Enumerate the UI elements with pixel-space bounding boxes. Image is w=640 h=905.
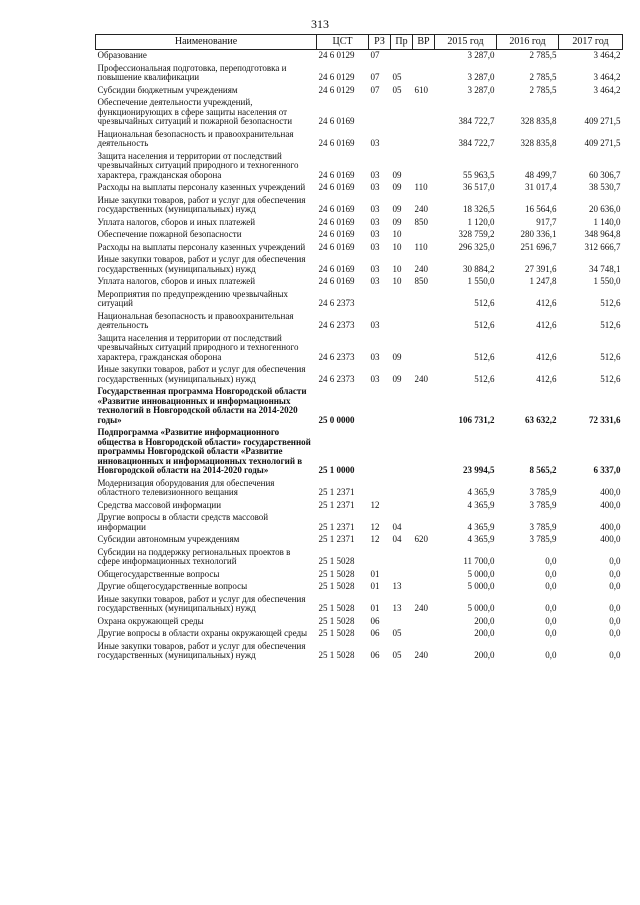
page-number: 313 xyxy=(311,17,329,31)
cell-rz: 03 xyxy=(370,351,380,362)
table-row xyxy=(96,628,623,641)
cell-2016: 8 565,2 xyxy=(529,465,557,475)
cell-pr: 09 xyxy=(392,169,402,180)
cell-vr: 850 xyxy=(414,216,428,227)
cell-2017: 3 464,2 xyxy=(593,50,621,60)
cell-name: Субсидии на поддержку региональных проектов в сфере информационных технологий xyxy=(97,546,291,566)
cell-2016: 3 785,9 xyxy=(529,487,557,497)
cell-cst: 24 6 0169 xyxy=(318,182,355,192)
cell-cst: 24 6 0129 xyxy=(318,50,355,60)
cell-vr xyxy=(413,63,435,85)
cell-2016: 0,0 xyxy=(545,568,557,579)
cell-cst: 25 1 5028 xyxy=(318,628,355,638)
cell-name: Иные закупки товаров, работ и услуг для обеспечения государственных (муниципальных) нужд xyxy=(97,593,306,613)
table-row xyxy=(96,229,623,242)
cell-name: Образование xyxy=(97,50,147,60)
cell-2015: 200,0 xyxy=(474,628,495,638)
header-2016: 2016 год xyxy=(497,35,559,50)
header-rz: РЗ xyxy=(369,35,391,50)
cell-2017: 0,0 xyxy=(609,615,621,626)
cell-2017: 512,6 xyxy=(600,320,621,330)
table-row xyxy=(96,151,623,183)
header-2017: 2017 год xyxy=(559,35,623,50)
cell-2017: 400,0 xyxy=(600,487,621,497)
cell-rz: 01 xyxy=(370,581,380,591)
cell-pr: 05 xyxy=(392,650,402,660)
cell-pr xyxy=(391,616,413,629)
cell-cst: 24 6 0169 xyxy=(318,276,355,286)
cell-name: Обеспечение деятельности учреждений, функционирующих в сфере защиты населения от чрезвычайных ситуаций и пожарной безопасности xyxy=(97,97,293,126)
cell-2016: 0,0 xyxy=(545,628,557,638)
cell-cst: 25 1 5028 xyxy=(318,581,355,591)
cell-2017: 20 636,0 xyxy=(589,204,621,214)
cell-name: Защита населения и территории от последствий чрезвычайных ситуаций природного и техногенного характера, гражданская оборона xyxy=(97,332,299,362)
table-row xyxy=(96,97,623,129)
cell-pr: 10 xyxy=(392,276,402,286)
cell-rz xyxy=(369,97,391,129)
table-row xyxy=(96,616,623,629)
cell-2015: 296 325,0 xyxy=(458,241,495,252)
table-row xyxy=(96,129,623,151)
cell-name: Национальная безопасность и правоохранительная деятельность xyxy=(97,128,294,148)
cell-2016: 328 835,8 xyxy=(520,116,557,126)
cell-name: Обеспечение пожарной безопасности xyxy=(97,229,242,239)
cell-name: Иные закупки товаров, работ и услуг для обеспечения государственных (муниципальных) нужд xyxy=(97,194,306,214)
cell-rz: 03 xyxy=(370,216,380,227)
cell-rz: 07 xyxy=(370,50,380,60)
cell-pr: 10 xyxy=(392,241,402,252)
cell-2015: 200,0 xyxy=(474,615,495,626)
cell-name: Профессиональная подготовка, переподготовка и повышение квалификации xyxy=(97,62,287,82)
cell-2016: 2 785,5 xyxy=(529,84,557,95)
cell-2016: 3 785,9 xyxy=(529,499,557,510)
cell-cst: 25 1 5028 xyxy=(318,568,355,579)
table-row xyxy=(96,182,623,195)
cell-pr xyxy=(391,311,413,333)
cell-2017: 409 271,5 xyxy=(584,116,621,126)
cell-name: Уплата налогов, сборов и иных платежей xyxy=(97,216,256,227)
cell-2015: 3 287,0 xyxy=(467,50,495,60)
cell-rz: 07 xyxy=(370,72,380,82)
cell-2017: 72 331,6 xyxy=(589,414,621,425)
cell-vr: 110 xyxy=(414,182,428,192)
cell-vr xyxy=(413,569,435,582)
cell-rz xyxy=(369,547,391,569)
cell-2016: 412,6 xyxy=(536,373,557,384)
cell-rz: 03 xyxy=(370,373,380,384)
table-row xyxy=(96,242,623,255)
cell-2015: 512,6 xyxy=(474,320,495,330)
cell-rz xyxy=(369,386,391,427)
cell-rz: 03 xyxy=(370,263,380,274)
cell-cst: 25 1 5028 xyxy=(318,603,355,613)
cell-cst: 24 6 0169 xyxy=(318,229,355,239)
cell-name: Охрана окружающей среды xyxy=(97,615,204,626)
table-row xyxy=(96,217,623,230)
cell-2017: 512,6 xyxy=(600,351,621,362)
header-name: Наименование xyxy=(96,35,317,50)
cell-pr: 04 xyxy=(392,521,402,532)
cell-pr: 09 xyxy=(392,216,402,227)
cell-pr xyxy=(391,569,413,582)
cell-name: Уплата налогов, сборов и иных платежей xyxy=(97,276,256,286)
table-body xyxy=(96,50,623,663)
cell-2016: 16 564,6 xyxy=(525,204,557,214)
cell-name: Субсидии автономным учреждениям xyxy=(97,534,240,544)
cell-vr xyxy=(413,97,435,129)
cell-2016: 412,6 xyxy=(536,351,557,362)
cell-vr: 240 xyxy=(414,204,428,214)
cell-rz: 03 xyxy=(370,241,380,252)
cell-name: Национальная безопасность и правоохранительная деятельность xyxy=(97,310,294,330)
cell-pr: 13 xyxy=(392,603,402,613)
cell-name: Субсидии бюджетным учреждениям xyxy=(97,84,238,95)
cell-2015: 512,6 xyxy=(474,373,495,384)
cell-2015: 3 287,0 xyxy=(467,84,495,95)
cell-vr xyxy=(413,547,435,569)
cell-cst: 24 6 0169 xyxy=(318,169,355,180)
cell-2015: 5 000,0 xyxy=(467,603,495,613)
cell-rz: 01 xyxy=(370,568,380,579)
cell-2016: 328 835,8 xyxy=(520,138,557,148)
cell-cst: 24 6 2373 xyxy=(318,373,355,384)
cell-2017: 400,0 xyxy=(600,499,621,510)
table-row xyxy=(96,581,623,594)
cell-vr: 610 xyxy=(414,84,428,95)
cell-2017: 38 530,7 xyxy=(589,182,621,192)
table-row xyxy=(96,195,623,217)
cell-2015: 5 000,0 xyxy=(467,568,495,579)
cell-2017: 312 666,7 xyxy=(584,241,621,252)
cell-vr xyxy=(413,478,435,500)
cell-2017: 3 464,2 xyxy=(593,72,621,82)
cell-2017: 3 464,2 xyxy=(593,84,621,95)
cell-name: Другие общегосударственные вопросы xyxy=(97,581,248,591)
cell-2017: 512,6 xyxy=(600,373,621,384)
table-row xyxy=(96,594,623,616)
cell-vr: 240 xyxy=(414,603,428,613)
cell-pr: 09 xyxy=(392,373,402,384)
cell-pr xyxy=(391,386,413,427)
cell-2017: 60 306,7 xyxy=(589,169,621,180)
cell-pr: 04 xyxy=(392,534,402,544)
header-vr: ВР xyxy=(413,35,435,50)
cell-2015: 328 759,2 xyxy=(458,229,495,239)
cell-2015: 11 700,0 xyxy=(463,556,495,566)
cell-cst: 24 6 0169 xyxy=(318,138,355,148)
cell-2017: 400,0 xyxy=(600,534,621,544)
cell-2015: 4 365,9 xyxy=(467,534,495,544)
table-row xyxy=(96,547,623,569)
header-2015: 2015 год xyxy=(435,35,497,50)
cell-vr: 110 xyxy=(414,241,428,252)
cell-vr xyxy=(413,427,435,478)
cell-2015: 106 731,2 xyxy=(458,414,495,425)
cell-2015: 5 000,0 xyxy=(467,581,495,591)
cell-name: Модернизация оборудования для обеспечения областного телевизионного вещания xyxy=(97,477,275,497)
cell-2015: 384 722,7 xyxy=(458,116,495,126)
cell-2016: 412,6 xyxy=(536,320,557,330)
cell-2017: 0,0 xyxy=(609,556,621,566)
cell-cst: 24 6 0169 xyxy=(318,263,355,274)
cell-pr: 05 xyxy=(392,628,402,638)
cell-name: Подпрограмма «Развитие информационного общества в Новгородской области» государственной программы Новгородской области «Развитие инновационных и информационных технологий в Новгородской области на 2014-2020 годы» xyxy=(97,427,311,475)
cell-2016: 251 696,7 xyxy=(520,241,557,252)
cell-vr xyxy=(413,129,435,151)
cell-name: Иные закупки товаров, работ и услуг для обеспечения государственных (муниципальных) нужд xyxy=(97,364,306,384)
cell-2015: 30 884,2 xyxy=(463,263,495,274)
cell-name: Средства массовой информации xyxy=(97,499,222,510)
cell-pr xyxy=(391,97,413,129)
cell-rz: 03 xyxy=(370,204,380,214)
table-row xyxy=(96,276,623,289)
cell-cst: 25 0 0000 xyxy=(318,414,355,425)
cell-vr xyxy=(413,581,435,594)
table-row xyxy=(96,85,623,98)
cell-vr xyxy=(413,151,435,183)
cell-rz: 06 xyxy=(370,615,380,626)
cell-rz: 12 xyxy=(370,499,380,510)
cell-name: Другие вопросы в области охраны окружающей среды xyxy=(97,628,308,638)
cell-2017: 348 964,8 xyxy=(584,229,621,239)
cell-name: Расходы на выплаты персоналу казенных учреждений xyxy=(97,241,306,252)
cell-name: Расходы на выплаты персоналу казенных учреждений xyxy=(97,182,306,192)
cell-2017: 1 140,0 xyxy=(593,216,621,227)
cell-pr: 09 xyxy=(392,182,402,192)
cell-2016: 48 499,7 xyxy=(525,169,557,180)
cell-rz: 07 xyxy=(370,84,380,95)
cell-vr xyxy=(413,311,435,333)
budget-table xyxy=(95,34,623,663)
cell-pr: 10 xyxy=(392,263,402,274)
cell-cst: 25 1 2371 xyxy=(318,487,355,497)
cell-rz: 03 xyxy=(370,182,380,192)
cell-name: Иные закупки товаров, работ и услуг для обеспечения государственных (муниципальных) нужд xyxy=(97,254,306,274)
cell-vr xyxy=(413,333,435,365)
cell-vr xyxy=(413,500,435,513)
cell-cst: 24 6 0169 xyxy=(318,216,355,227)
cell-2015: 36 517,0 xyxy=(463,182,495,192)
cell-pr xyxy=(391,500,413,513)
table-header-row xyxy=(96,35,623,50)
cell-2016: 31 017,4 xyxy=(525,182,557,192)
cell-cst: 24 6 2373 xyxy=(318,298,355,308)
cell-2015: 4 365,9 xyxy=(467,521,495,532)
table-row xyxy=(96,500,623,513)
table-row xyxy=(96,254,623,276)
cell-2016: 27 391,6 xyxy=(525,263,557,274)
table-row xyxy=(96,50,623,63)
cell-2016: 63 632,2 xyxy=(525,414,557,425)
cell-2017: 0,0 xyxy=(609,603,621,613)
cell-2017: 512,6 xyxy=(600,298,621,308)
cell-2015: 4 365,9 xyxy=(467,487,495,497)
cell-cst: 24 6 2373 xyxy=(318,320,355,330)
cell-vr xyxy=(413,628,435,641)
cell-cst: 25 1 2371 xyxy=(318,534,355,544)
cell-cst: 25 1 5028 xyxy=(318,615,355,626)
table-row xyxy=(96,569,623,582)
cell-vr xyxy=(413,512,435,534)
cell-cst: 24 6 0169 xyxy=(318,241,355,252)
cell-2015: 384 722,7 xyxy=(458,138,495,148)
cell-name: Другие вопросы в области средств массовой информации xyxy=(97,512,269,532)
cell-pr xyxy=(391,129,413,151)
cell-cst: 24 6 2373 xyxy=(318,351,355,362)
cell-2016: 0,0 xyxy=(545,556,557,566)
cell-pr: 10 xyxy=(392,229,402,239)
cell-vr: 240 xyxy=(414,263,428,274)
cell-2016: 0,0 xyxy=(545,581,557,591)
cell-vr: 240 xyxy=(414,650,428,660)
table-row xyxy=(96,289,623,311)
table-row xyxy=(96,512,623,534)
cell-cst: 24 6 0129 xyxy=(318,72,355,82)
cell-pr xyxy=(391,427,413,478)
cell-rz xyxy=(369,427,391,478)
cell-2015: 512,6 xyxy=(474,351,495,362)
table-row xyxy=(96,427,623,478)
cell-rz: 03 xyxy=(370,276,380,286)
cell-vr xyxy=(413,289,435,311)
table-row xyxy=(96,364,623,386)
cell-2016: 917,7 xyxy=(536,216,557,227)
table-row xyxy=(96,534,623,547)
cell-vr xyxy=(413,616,435,629)
table-row xyxy=(96,641,623,663)
cell-2015: 512,6 xyxy=(474,298,495,308)
cell-rz xyxy=(369,478,391,500)
cell-cst: 24 6 0169 xyxy=(318,116,355,126)
cell-2017: 0,0 xyxy=(609,650,621,660)
cell-pr: 09 xyxy=(392,204,402,214)
cell-rz: 01 xyxy=(370,603,380,613)
cell-name: Защита населения и территории от последствий чрезвычайных ситуаций природного и техногенного характера, гражданская оборона xyxy=(97,150,299,180)
cell-pr xyxy=(391,289,413,311)
cell-2017: 0,0 xyxy=(609,628,621,638)
cell-2015: 1 550,0 xyxy=(467,276,495,286)
cell-pr: 05 xyxy=(392,72,402,82)
cell-2017: 409 271,5 xyxy=(584,138,621,148)
table-row xyxy=(96,63,623,85)
cell-cst: 25 1 0000 xyxy=(318,465,355,475)
cell-cst: 25 1 2371 xyxy=(318,499,355,510)
cell-2015: 200,0 xyxy=(474,650,495,660)
cell-2015: 18 326,5 xyxy=(463,204,495,214)
cell-pr xyxy=(391,547,413,569)
cell-cst: 24 6 0169 xyxy=(318,204,355,214)
cell-name: Мероприятия по предупреждению чрезвычайных ситуаций xyxy=(97,288,289,308)
cell-vr xyxy=(413,229,435,242)
header-cst: ЦСТ xyxy=(317,35,369,50)
cell-rz: 12 xyxy=(370,521,380,532)
cell-cst: 24 6 0129 xyxy=(318,84,355,95)
cell-2017: 6 337,0 xyxy=(593,465,621,475)
cell-vr xyxy=(413,50,435,63)
cell-pr: 09 xyxy=(392,351,402,362)
cell-vr xyxy=(413,386,435,427)
cell-2016: 280 336,1 xyxy=(520,229,557,239)
cell-2016: 0,0 xyxy=(545,615,557,626)
cell-pr: 05 xyxy=(392,84,402,95)
table-row xyxy=(96,478,623,500)
cell-2016: 0,0 xyxy=(545,603,557,613)
cell-2017: 0,0 xyxy=(609,581,621,591)
cell-2017: 34 748,1 xyxy=(589,263,621,274)
cell-rz: 12 xyxy=(370,534,380,544)
cell-2015: 55 963,5 xyxy=(463,169,495,180)
cell-rz: 03 xyxy=(370,320,380,330)
cell-2016: 3 785,9 xyxy=(529,534,557,544)
cell-2016: 2 785,5 xyxy=(529,50,557,60)
cell-vr: 620 xyxy=(414,534,428,544)
cell-rz: 06 xyxy=(370,650,380,660)
cell-2015: 4 365,9 xyxy=(467,499,495,510)
cell-name: Общегосударственные вопросы xyxy=(97,568,220,579)
cell-rz xyxy=(369,289,391,311)
cell-rz: 03 xyxy=(370,138,380,148)
cell-rz: 03 xyxy=(370,229,380,239)
cell-2015: 3 287,0 xyxy=(467,72,495,82)
cell-2015: 1 120,0 xyxy=(467,216,495,227)
cell-cst: 25 1 5028 xyxy=(318,650,355,660)
cell-cst: 25 1 5028 xyxy=(318,556,355,566)
cell-pr: 13 xyxy=(392,581,402,591)
cell-2016: 3 785,9 xyxy=(529,521,557,532)
cell-pr xyxy=(391,50,413,63)
cell-rz: 06 xyxy=(370,628,380,638)
cell-name: Государственная программа Новгородской области «Развитие инновационных и информационных технологий в Новгородской области на 2014-2020 годы» xyxy=(97,386,307,425)
cell-2016: 1 247,8 xyxy=(529,276,557,286)
header-pr: Пр xyxy=(391,35,413,50)
cell-name: Иные закупки товаров, работ и услуг для обеспечения государственных (муниципальных) нужд xyxy=(97,640,306,660)
cell-2016: 2 785,5 xyxy=(529,72,557,82)
cell-vr: 850 xyxy=(414,276,428,286)
cell-2017: 400,0 xyxy=(600,521,621,532)
cell-2016: 0,0 xyxy=(545,650,557,660)
cell-pr xyxy=(391,478,413,500)
cell-2016: 412,6 xyxy=(536,298,557,308)
cell-cst: 25 1 2371 xyxy=(318,521,355,532)
cell-2015: 23 994,5 xyxy=(463,465,495,475)
table-row xyxy=(96,311,623,333)
cell-2017: 0,0 xyxy=(609,568,621,579)
table-row xyxy=(96,333,623,365)
cell-2017: 1 550,0 xyxy=(593,276,621,286)
cell-vr: 240 xyxy=(414,373,428,384)
table-row xyxy=(96,386,623,427)
cell-rz: 03 xyxy=(370,169,380,180)
